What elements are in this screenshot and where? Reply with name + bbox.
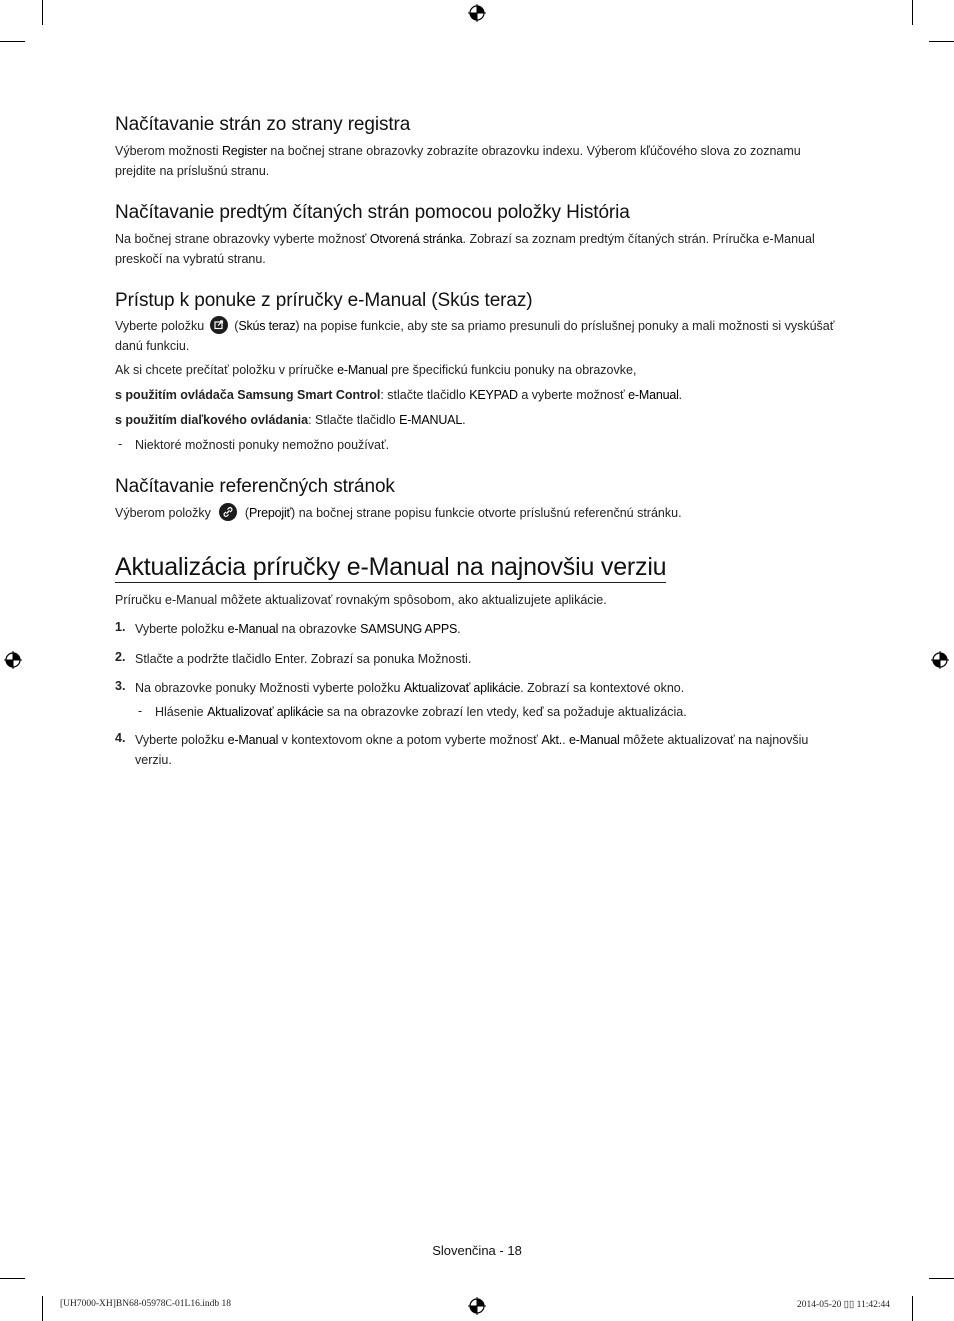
keyword: Otvorená stránka — [369, 232, 463, 246]
keyword: Aktualizovať aplikácie — [403, 681, 521, 695]
step-2: Stlačte a podržte tlačidlo Enter. Zobrazí sa ponuka Možnosti. — [135, 652, 472, 666]
keyword: Skús teraz — [238, 319, 296, 333]
text: na bočnej strane popisu funkcie otvorte príslušnú referenčnú stránku. — [295, 506, 682, 520]
keyword: Aktualizovať aplikácie — [207, 705, 324, 719]
crop-mark — [912, 1296, 913, 1321]
crop-mark — [929, 1278, 954, 1279]
text: . — [678, 388, 683, 402]
section-text-try-now-2 — [115, 361, 840, 381]
text: : Stlačte tlačidlo — [308, 413, 400, 427]
text: . — [457, 622, 461, 636]
keyword: Prepojiť — [249, 506, 292, 520]
print-slug-file: [UH7000-XH]BN68-05978C-01L16.indb 18 — [60, 1299, 231, 1309]
step-1 — [135, 620, 840, 640]
section-text-smart-control — [115, 386, 840, 406]
text: na bočnej strane obrazovky zobrazíte obrazovku indexu. Výberom kľúčového slova zo zoznamu prejdite na príslušnú stranu. — [115, 144, 801, 178]
text: pre špecifickú funkciu ponuky na obrazovke, — [387, 363, 637, 377]
keyword: e-Manual — [227, 622, 279, 636]
text: . Zobrazí sa zoznam predtým čítaných strán. Príručka e-Manual preskočí na vybratú stranu. — [115, 232, 815, 266]
text: Výberom položky — [115, 506, 211, 520]
text: Vyberte položku — [135, 733, 228, 747]
keyword: SAMSUNG APPS — [360, 622, 458, 636]
text: Hlásenie — [155, 705, 208, 719]
section-heading-history: Načítavanie predtým čítaných strán pomocou položky História — [115, 202, 630, 223]
text: . Zobrazí sa kontextové okno. — [520, 681, 685, 695]
registration-mark-icon — [4, 651, 22, 669]
step-number: 4. — [115, 731, 126, 745]
step-number: 2. — [115, 650, 126, 664]
update-intro: Príručku e-Manual môžete aktualizovať rovnakým spôsobom, ako aktualizujete aplikácie. — [115, 593, 607, 607]
text: na popise funkcie, aby ste sa priamo presunuli do príslušnej ponuky a mali možnosti si vyskúšať danú funkciu. — [115, 319, 835, 353]
bold-label: s použitím ovládača Samsung Smart Control — [115, 388, 381, 402]
text: na obrazovke — [278, 622, 361, 636]
text: sa na obrazovke zobrazí len vtedy, keď sa požaduje aktualizácia. — [323, 705, 687, 719]
try-now-icon — [210, 316, 228, 334]
step-3-note — [155, 703, 840, 723]
section-title-update: Aktualizácia príručky e-Manual na najnovšiu verziu — [115, 553, 667, 581]
keyword: Akt. — [541, 733, 563, 747]
text: . — [562, 733, 570, 747]
registration-mark-icon — [468, 1297, 486, 1315]
text: Na obrazovke ponuky Možnosti vyberte položku — [135, 681, 404, 695]
step-number: 1. — [115, 620, 126, 634]
text: môžete aktualizovať na najnovšiu verziu. — [135, 733, 809, 767]
crop-mark — [42, 1296, 43, 1321]
keyword: e-Manual — [337, 363, 388, 377]
text: : stlačte tlačidlo — [380, 388, 470, 402]
print-slug-date: 2014-05-20 ▯▯ 11:42:44 — [797, 1300, 890, 1310]
text: Na bočnej strane obrazovky vyberte možnosť — [115, 232, 370, 246]
crop-mark — [929, 41, 954, 42]
registration-mark-icon — [468, 4, 486, 22]
text: Vyberte položku — [135, 622, 228, 636]
keyword: e-Manual — [628, 388, 679, 402]
keyword: e-Manual — [227, 733, 279, 747]
keyword: Register — [221, 144, 267, 158]
section-text-remote — [115, 411, 840, 431]
text: a vyberte možnosť — [517, 388, 629, 402]
step-3 — [135, 679, 840, 699]
note-text: Niektoré možnosti ponuky nemožno používať. — [135, 438, 390, 452]
text: v kontextovom okne a potom vyberte možnosť — [278, 733, 542, 747]
section-heading-register: Načítavanie strán zo strany registra — [115, 114, 411, 135]
text: Ak si chcete prečítať položku v príručke — [115, 363, 338, 377]
step-4 — [135, 731, 840, 770]
crop-mark — [0, 41, 25, 42]
bold-label: s použitím diaľkového ovládania — [115, 413, 309, 427]
crop-mark — [912, 0, 913, 25]
crop-mark — [0, 1278, 25, 1279]
keyword: e-Manual — [569, 733, 620, 747]
note-dash: - — [118, 437, 123, 451]
text: . — [462, 413, 466, 427]
registration-mark-icon — [931, 651, 949, 669]
section-text-reference: Výberom položky (Prepojiť) na bočnej strane popisu funkcie otvorte príslušnú referenčnú stránku. — [115, 504, 840, 524]
keyword: E-MANUAL — [399, 413, 463, 427]
note-dash: - — [138, 704, 143, 718]
text: Vyberte položku — [115, 319, 205, 333]
section-heading-try-now: Prístup k ponuke z príručky e-Manual (Skús teraz) — [115, 290, 533, 311]
link-icon — [219, 503, 237, 521]
section-heading-reference: Načítavanie referenčných stránok — [115, 476, 395, 497]
section-text-history — [115, 230, 840, 269]
section-text-register — [115, 142, 840, 181]
crop-mark — [42, 0, 43, 25]
step-number: 3. — [115, 679, 126, 693]
section-text-try-now: Vyberte položku (Skús teraz) na popise funkcie, aby ste sa priamo presunuli do príslušnej ponuky a mali možnosti si vyskúšať danú funkciu. — [115, 317, 840, 356]
text: Výberom možnosti — [115, 144, 222, 158]
keyword: KEYPAD — [469, 388, 518, 402]
page-number: Slovenčina - 18 — [432, 1243, 522, 1258]
